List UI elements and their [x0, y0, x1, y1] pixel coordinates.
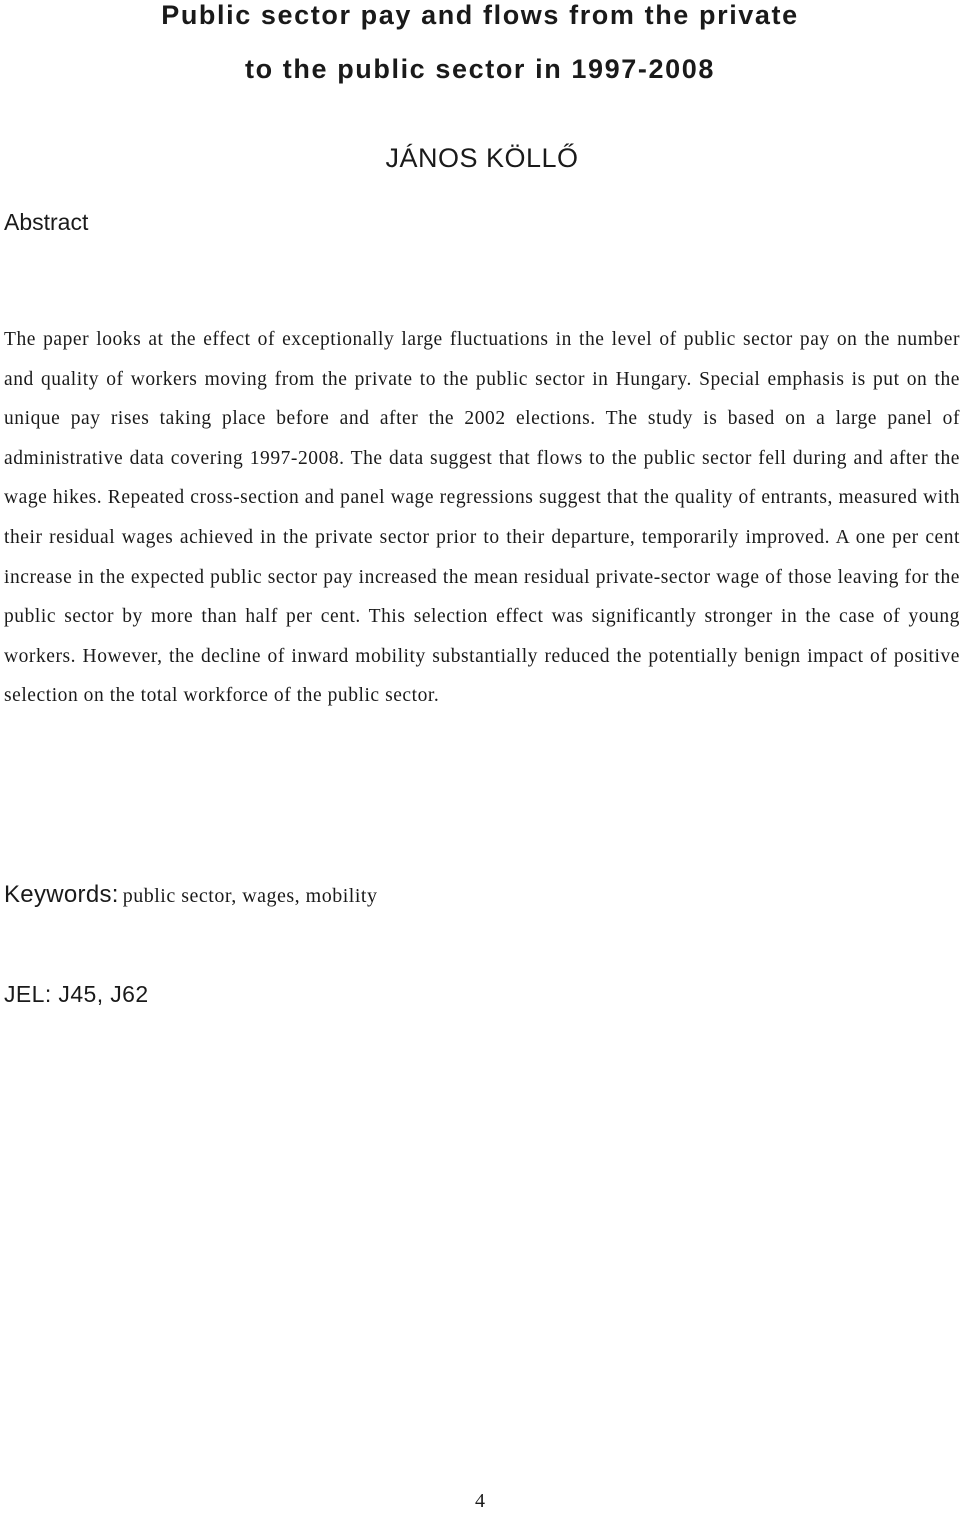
- page-number: 4: [475, 1490, 485, 1512]
- paper-title-line-1: Public sector pay and flows from the private: [161, 0, 799, 30]
- keywords-line: [4, 881, 377, 909]
- keywords-value: public sector, wages, mobility: [122, 885, 378, 907]
- paper-title-line-2: to the public sector in 1997-2008: [245, 54, 715, 84]
- keywords-label: Keywords:: [4, 881, 119, 908]
- author-name: JÁNOS KÖLLŐ: [385, 143, 579, 173]
- abstract-body: The paper looks at the effect of exceptionally large fluctuations in the level of public sector pay on the number and quality of workers moving from the private to the public sector in Hungary. Special emphasis is put on the unique pay rises taking place before and after the 2002 elections. The study is based on a large panel of administrative data covering 1997-2008. The data suggest that flows to the public sector fell during and after the wage hikes. Repeated cross-section and panel wage regressions suggest that the quality of entrants, measured with their residual wages achieved in the private sector prior to their departure, temporarily improved. A one per cent increase in the expected public sector pay increased the mean residual private-sector wage of those leaving for the public sector by more than half per cent. This selection effect was significantly stronger in the case of young workers. However, the decline of inward mobility substantially reduced the potentially benign impact of positive selection on the total workforce of the public sector.: [4, 329, 960, 707]
- abstract-heading: Abstract: [4, 209, 89, 235]
- jel-codes: JEL: J45, J62: [4, 981, 149, 1007]
